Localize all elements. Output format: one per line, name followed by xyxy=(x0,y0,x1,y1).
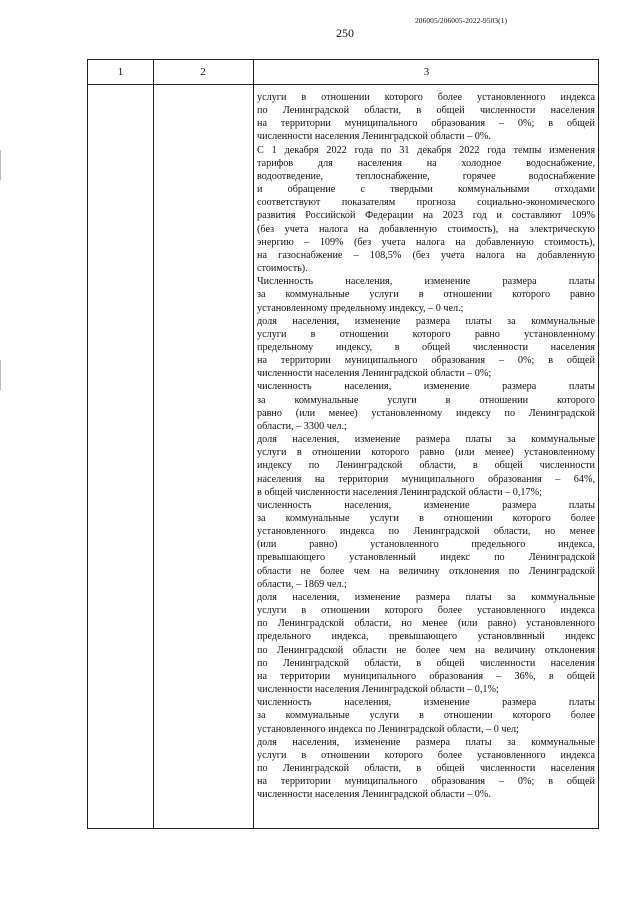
text-line: (или равно) установленного предельного индекса, xyxy=(257,539,595,551)
paragraph xyxy=(257,91,595,144)
text-line: превышающего установленный индекс по Ленинградской xyxy=(257,552,595,564)
text-line: индексу по Ленинградской области, в общей численности xyxy=(257,460,595,472)
text-line: численность населения, изменение размера платы xyxy=(257,499,595,511)
text-line: на территории муниципального образования – 0%; в общей xyxy=(257,355,595,367)
paragraph xyxy=(257,499,595,591)
paragraph xyxy=(257,315,595,381)
text-line: по Ленинградской области, в общей численности населения xyxy=(257,657,595,669)
text-line: области, – 1869 чел.; xyxy=(257,578,347,590)
text-line: в общей численности населения Ленинградской области – 0,17%; xyxy=(257,486,542,498)
text-line: численности населения Ленинградской области – 0%. xyxy=(257,789,491,801)
text-line: численности населения Ленинградской области – 0%. xyxy=(257,131,491,143)
column-header-1: 1 xyxy=(117,66,124,78)
text-line: по Ленинградской области не более чем на величину отклонения xyxy=(257,644,595,656)
margin-mark-bottom xyxy=(0,360,1,390)
document-code: 206005/206005-2022-9503(1) xyxy=(415,16,508,25)
column-3-content xyxy=(257,91,595,801)
paragraph xyxy=(257,275,595,314)
text-line: по Ленинградской области, но менее (или равно) установленного xyxy=(257,618,595,630)
text-line: предельного индекса, превышающего установлвнный индекс xyxy=(257,631,595,643)
text-line: услуги в отношении которого равно установленному xyxy=(257,328,595,340)
text-line: стоимость). xyxy=(257,263,308,275)
text-line: (без учета налога на добавленную стоимость), на электрическую xyxy=(257,223,595,235)
text-line: развития Российской Федерации на 2023 год и составляют 109% xyxy=(257,210,595,222)
text-line: соответствуют показателям прогноза социально-экономического xyxy=(257,197,595,209)
text-line: услуги в отношении которого более установленного индекса xyxy=(257,605,595,617)
text-line: численность населения, изменение размера платы xyxy=(257,697,595,709)
text-line: услуги в отношении которого более установленного индекса xyxy=(257,92,595,103)
paragraph xyxy=(257,736,595,802)
margin-mark-top xyxy=(0,150,1,180)
column-header-2: 2 xyxy=(200,66,206,78)
page-number: 250 xyxy=(336,26,354,40)
text-line: за коммунальные услуги в отношении которого xyxy=(257,394,595,406)
text-line: Численность населения, изменение размера платы xyxy=(257,276,595,288)
text-line: за коммунальные услуги в отношении которого более xyxy=(257,513,595,524)
text-line: за коммунальные услуги в отношении которого равно xyxy=(257,289,595,301)
paragraph xyxy=(257,380,595,433)
text-line: С 1 декабря 2022 года по 31 декабря 2022 года темпы изменения xyxy=(257,144,595,156)
text-line: равно (или менее) установленному индексу по Ленинградской xyxy=(257,407,595,419)
text-line: на газоснабжение – 108,5% (без учета налога на добавленную xyxy=(257,249,595,261)
text-line: на территории муниципального образования – 0%; в общей xyxy=(257,118,595,130)
paragraph xyxy=(257,591,595,696)
text-line: энергию – 109% (без учета налога на добавленную стоимость), xyxy=(257,236,595,248)
text-line: по Ленинградской области, в общей численности населения xyxy=(257,105,595,117)
text-line: предельному индексу, в общей численности населения xyxy=(257,341,595,353)
text-line: доля населения, изменение размера платы за коммунальные xyxy=(257,315,595,327)
text-line: водоотведение, теплоснабжение, горячее водоснабжение xyxy=(257,170,595,182)
text-line: установленного индекса по Ленинградской области, – 0 чел; xyxy=(257,723,519,735)
text-line: доля населения, изменение размера платы за коммунальные xyxy=(257,736,595,748)
text-line: и обращение с твердыми коммунальными отходами xyxy=(257,184,595,196)
text-line: населения на территории муниципального образования – 64%, xyxy=(257,473,595,485)
column-header-3: 3 xyxy=(423,66,430,78)
text-line: на территории муниципального образования – 36%, в общей xyxy=(257,670,595,682)
text-line: установленного индекса по Ленинградской области, но менее xyxy=(257,526,595,538)
text-line: тарифов для населения на холодное водоснабжение, xyxy=(257,157,595,169)
text-line: установленному предельному индексу, – 0 чел.; xyxy=(257,302,464,314)
text-line: за коммунальные услуги в отношении которого более xyxy=(257,710,595,722)
paragraph xyxy=(257,433,595,499)
text-line: услуги в отношении которого более установленного индекса xyxy=(257,749,595,761)
text-line: области не более чем на величину отклонения по Ленинградской xyxy=(257,565,595,577)
text-line: численность населения, изменение размера платы xyxy=(257,381,595,393)
text-line: по Ленинградской области, в общей численности населения xyxy=(257,762,595,774)
text-line: услуги в отношении которого равно (или менее) установленному xyxy=(257,447,595,459)
text-line: численности населения Ленинградской области – 0,1%; xyxy=(257,684,499,696)
text-line: на территории муниципального образования – 0%; в общей xyxy=(257,776,595,788)
text-line: доля населения, изменение размера платы за коммунальные xyxy=(257,434,595,446)
text-line: численности населения Ленинградской области – 0%; xyxy=(257,368,492,380)
text-line: области, – 3300 чел.; xyxy=(257,420,347,432)
paragraph xyxy=(257,144,595,276)
paragraph xyxy=(257,696,595,735)
text-line: доля населения, изменение размера платы за коммунальные xyxy=(257,591,595,603)
column-divider-1 xyxy=(153,60,154,828)
column-divider-2 xyxy=(253,60,254,828)
